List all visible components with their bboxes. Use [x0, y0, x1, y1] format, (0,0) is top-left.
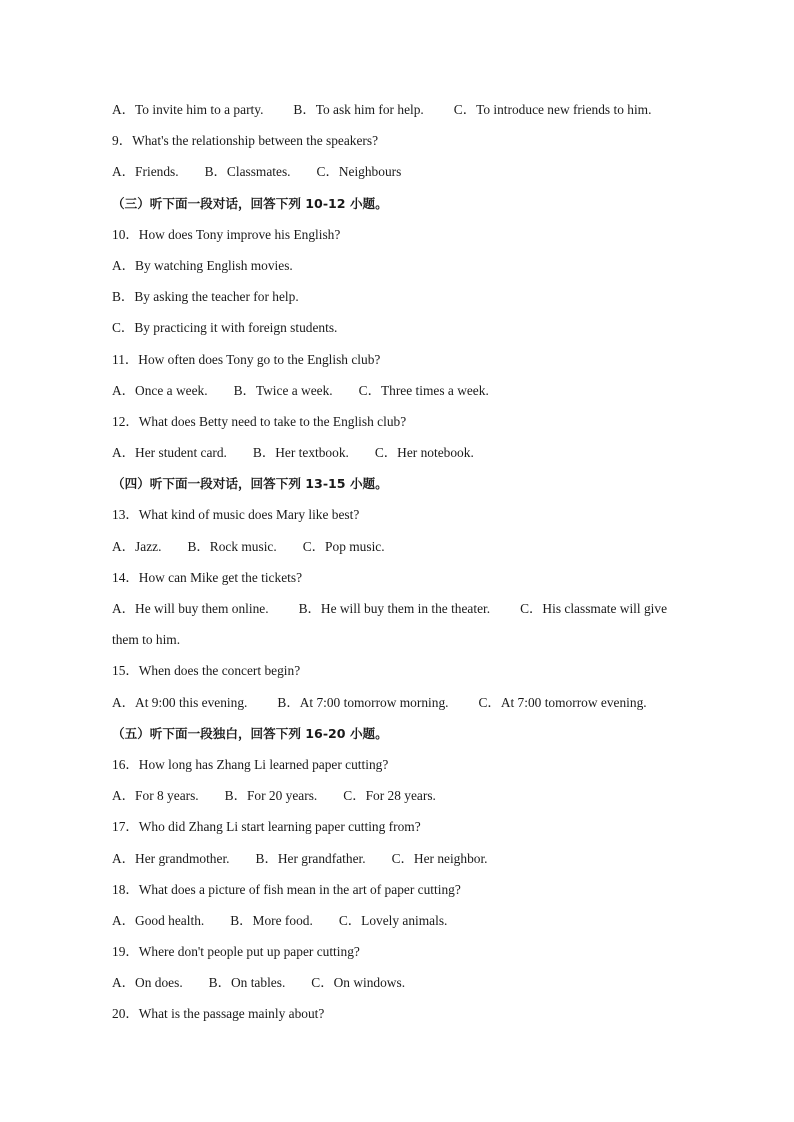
options-line	[112, 971, 702, 1002]
question-14: 14．How can Mike get the tickets?	[112, 569, 303, 585]
option-a: A．Good health.	[112, 912, 205, 928]
option-b: B．He will buy them in the theater.	[298, 601, 491, 616]
options-line	[112, 160, 702, 191]
option-c: C．To introduce new friends to him.	[453, 102, 652, 117]
option-a: A．Her student card.	[112, 445, 227, 461]
option-a: A．At 9:00 this evening.	[112, 694, 248, 710]
option-c: C．His classmate will give	[520, 601, 668, 616]
option-a: A．Friends.	[112, 164, 179, 180]
question-10: 10．How does Tony improve his English?	[112, 226, 341, 242]
option-c-continued: them to him.	[112, 632, 181, 648]
options-line	[112, 379, 702, 410]
option-a: A．Once a week.	[112, 382, 208, 398]
option-b: B．By asking the teacher for help.	[112, 289, 299, 305]
options-line	[112, 98, 702, 129]
option-a: A．By watching English movies.	[112, 257, 293, 273]
option-b: B．Her textbook.	[252, 445, 349, 461]
question-19: 19．Where don't people put up paper cutting?	[112, 944, 360, 960]
option-a: A．He will buy them online.	[112, 601, 269, 616]
option-b: B．Rock music.	[187, 538, 277, 554]
option-c: C．By practicing it with foreign students.	[112, 320, 338, 336]
options-line	[112, 691, 702, 722]
options-line	[112, 784, 702, 815]
option-c: C．Three times a week.	[358, 382, 489, 398]
option-c: C．Her neighbor.	[391, 850, 488, 866]
option-b: B．At 7:00 tomorrow morning.	[277, 694, 449, 710]
option-b: B．For 20 years.	[224, 788, 318, 804]
options-line	[112, 535, 702, 566]
option-b: B．Twice a week.	[233, 382, 333, 398]
exam-page	[112, 98, 702, 1034]
option-c: C．At 7:00 tomorrow evening.	[478, 694, 647, 710]
question-9: 9．What's the relationship between the speakers?	[112, 133, 379, 149]
question-15: 15．When does the concert begin?	[112, 663, 301, 679]
option-c: C．Her notebook.	[374, 445, 474, 461]
options-line	[112, 909, 702, 940]
option-c: C．On windows.	[311, 975, 406, 991]
question-12: 12．What does Betty need to take to the English club?	[112, 413, 407, 429]
option-c: C．For 28 years.	[343, 788, 436, 804]
question-13: 13．What kind of music does Mary like best?	[112, 507, 360, 523]
option-b: B．On tables.	[208, 975, 286, 991]
option-b: B．Her grandfather.	[255, 850, 366, 866]
section-heading-5: （五）听下面一段独白，回答下列 16-20 小题。	[112, 725, 388, 741]
option-c: C．Lovely animals.	[338, 912, 448, 928]
option-b: B．More food.	[230, 912, 313, 928]
question-11: 11．How often does Tony go to the English club?	[112, 351, 381, 367]
question-20: 20．What is the passage mainly about?	[112, 1006, 325, 1022]
options-line	[112, 847, 702, 878]
option-c: C．Neighbours	[316, 164, 402, 180]
section-heading-4: （四）听下面一段对话，回答下列 13-15 小题。	[112, 476, 388, 492]
option-a: A．To invite him to a party.	[112, 102, 264, 117]
option-c: C．Pop music.	[302, 538, 385, 554]
option-b: B．Classmates.	[204, 164, 291, 180]
question-17: 17．Who did Zhang Li start learning paper cutting from?	[112, 819, 421, 835]
options-line	[112, 597, 702, 628]
option-a: A．For 8 years.	[112, 788, 199, 804]
question-18: 18．What does a picture of fish mean in the art of paper cutting?	[112, 881, 461, 897]
question-16: 16．How long has Zhang Li learned paper cutting?	[112, 756, 389, 772]
option-b: B．To ask him for help.	[293, 102, 424, 117]
options-line	[112, 441, 702, 472]
option-a: A．Jazz.	[112, 538, 162, 554]
option-a: A．On does.	[112, 975, 183, 991]
section-heading-3: （三）听下面一段对话，回答下列 10-12 小题。	[112, 195, 388, 211]
option-a: A．Her grandmother.	[112, 850, 230, 866]
